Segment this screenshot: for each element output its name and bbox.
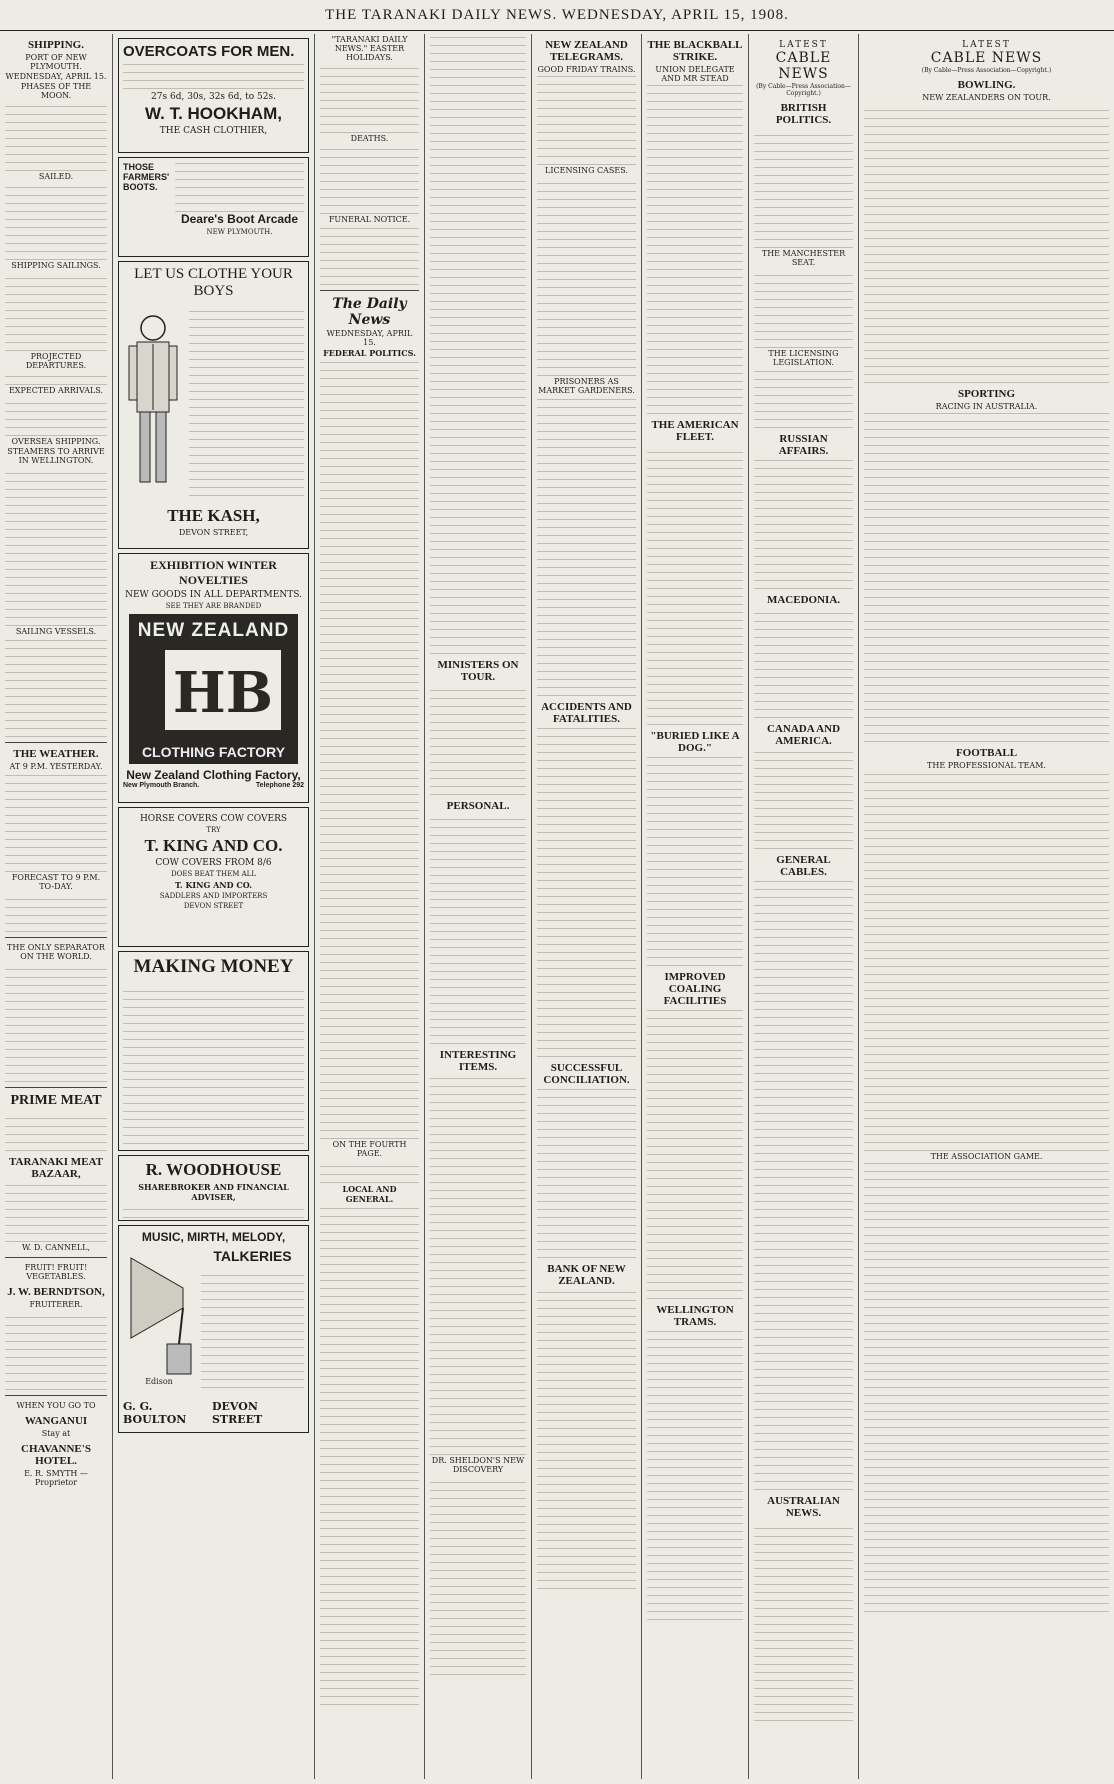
coaling-text	[647, 1009, 743, 1299]
wanganui-label: WANGANUI	[24, 1415, 88, 1427]
sailing-vessels-list	[5, 637, 107, 737]
accidents-text	[537, 727, 636, 1057]
making-money-advert	[118, 951, 309, 1151]
separator-heading: THE ONLY SEPARATOR ON THE WORLD.	[7, 943, 105, 961]
forecast-text	[5, 892, 107, 932]
column-cable-news-1	[749, 34, 858, 1779]
bowling-heading: BOWLING.	[957, 79, 1016, 91]
divider	[5, 1087, 107, 1088]
saddlers-line: SADDLERS AND IMPORTERS	[159, 892, 268, 900]
clothe-boys-text	[189, 306, 304, 496]
licensing-heading: LICENSING CASES.	[545, 166, 628, 175]
hotel-when: WHEN YOU GO TO	[16, 1401, 96, 1410]
column-notices	[315, 34, 424, 1779]
hookham-name: W. T. HOOKHAM,	[145, 104, 282, 123]
woodhouse-advert	[118, 1155, 309, 1221]
deaths-heading: DEATHS.	[350, 134, 389, 143]
bank-heading: BANK OF NEW ZEALAND.	[547, 1263, 626, 1287]
deare-text	[175, 162, 304, 212]
interesting-heading: INTERESTING ITEMS.	[439, 1049, 517, 1073]
overcoats-advert	[118, 38, 309, 153]
cow-covers-price: COW COVERS FROM 8/6	[155, 858, 272, 868]
macedonia-heading: MACEDONIA.	[766, 594, 841, 606]
coaling-heading: IMPROVED COALING FACILITIES	[663, 971, 727, 1007]
divider	[320, 290, 419, 291]
arrivals-heading: EXPECTED ARRIVALS.	[8, 386, 104, 395]
brand-nz-label: NEW ZEALAND	[137, 620, 290, 641]
sailings-heading: SHIPPING SAILINGS.	[11, 261, 101, 270]
british-politics-heading: BRITISH POLITICS.	[775, 102, 832, 126]
fruiterer-text	[5, 1310, 107, 1390]
prisoners-heading: PRISONERS AS MARKET GARDENERS.	[538, 377, 635, 395]
wellington-trams-text	[647, 1330, 743, 1620]
canada-text	[754, 749, 853, 849]
departures-heading: PROJECTED DEPARTURES.	[25, 352, 87, 370]
sheldon-text	[430, 1475, 526, 1675]
daily-news-logo: The Daily News	[332, 296, 407, 328]
prisoners-text	[537, 396, 636, 696]
column-local	[425, 34, 531, 1779]
nz-on-tour-heading: NEW ZEALANDERS ON TOUR.	[922, 93, 1051, 102]
clothe-boys-title: LET US CLOTHE YOUR BOYS	[134, 266, 293, 299]
weather-report	[5, 772, 107, 872]
association-text	[864, 1162, 1109, 1612]
fourth-page-text	[320, 1159, 419, 1183]
accidents-heading: ACCIDENTS AND FATALITIES.	[541, 701, 632, 725]
professional-team-text	[864, 771, 1109, 1151]
factory-brand-block	[129, 614, 298, 764]
talkeries-advert	[118, 1225, 309, 1433]
date-line: WEDNESDAY, APRIL 15.	[5, 72, 107, 81]
column-cable-news-2	[859, 34, 1114, 1779]
divider	[5, 937, 107, 938]
personal-text	[430, 814, 526, 1044]
prime-meat-heading: PRIME MEAT	[10, 1093, 102, 1108]
sheldon-heading: DR. SHELDON'S NEW DISCOVERY	[431, 1456, 525, 1474]
blackball-text	[647, 84, 743, 414]
conciliation-text	[537, 1088, 636, 1258]
russian-affairs-text	[754, 459, 853, 589]
latest-label: LATEST	[779, 40, 828, 50]
australian-news-text	[754, 1521, 853, 1721]
racing-heading: RACING IN AUSTRALIA.	[935, 402, 1038, 411]
svg-text:HB: HB	[172, 660, 274, 726]
column-nz-telegrams	[532, 34, 641, 1779]
overcoats-prices: 27s 6d, 30s, 32s 6d, to 52s.	[151, 92, 276, 102]
hookham-subtitle: THE CASH CLOTHIER,	[159, 126, 268, 136]
king-name: T. KING AND CO.	[144, 836, 283, 855]
logo-date: WEDNESDAY, APRIL 15.	[326, 329, 413, 347]
boulton-name: G. G. BOULTON	[123, 1400, 187, 1426]
ministers-text	[430, 685, 526, 795]
steamers-list	[5, 466, 107, 626]
talkeries-title: TALKERIES	[213, 1248, 292, 1264]
horse-covers-advert	[118, 807, 309, 947]
hotel-name: CHAVANNE'S HOTEL.	[21, 1443, 91, 1467]
masthead: THE TARANAKI DAILY NEWS. WEDNESDAY, APRIL 15, 1908.	[0, 0, 1114, 31]
meat-bazaar-text	[5, 1182, 107, 1242]
clothe-boys-advert	[118, 261, 309, 549]
funeral-heading: FUNERAL NOTICE.	[328, 215, 411, 224]
deare-name: Deare's Boot Arcade	[180, 212, 299, 226]
racing-text	[864, 412, 1109, 742]
licensing-legislation-heading: THE LICENSING LEGISLATION.	[768, 349, 839, 367]
hb-monogram-icon	[135, 646, 311, 734]
australian-news-heading: AUSTRALIAN NEWS.	[767, 1495, 840, 1519]
personal-heading: PERSONAL.	[446, 800, 510, 812]
kash-name: THE KASH,	[167, 506, 260, 525]
general-cables-text	[754, 880, 853, 1490]
sharebroker-line: SHAREBROKER AND FINANCIAL ADVISER,	[138, 1182, 289, 1202]
football-heading: FOOTBALL	[955, 747, 1018, 759]
sailed-list	[5, 182, 107, 260]
column-shipping	[0, 34, 112, 1779]
king-name-small: T. KING AND CO.	[174, 880, 252, 890]
holiday-notice-heading: "TARANAKI DAILY NEWS." EASTER HOLIDAYS.	[331, 35, 408, 62]
try-label: TRY	[206, 826, 221, 834]
macedonia-text	[754, 608, 853, 718]
association-heading: THE ASSOCIATION GAME.	[930, 1152, 1043, 1161]
latest-label-2: LATEST	[962, 40, 1011, 50]
british-politics-text	[754, 128, 853, 248]
russian-affairs-heading: RUSSIAN AFFAIRS.	[778, 433, 829, 457]
talkeries-text	[201, 1268, 304, 1388]
kash-street: DEVON STREET,	[178, 528, 249, 537]
bank-text	[537, 1289, 636, 1589]
canada-heading: CANADA AND AMERICA.	[766, 723, 841, 747]
weather-heading: THE WEATHER.	[13, 748, 99, 760]
good-friday-text	[537, 75, 636, 165]
holiday-notice-text	[320, 63, 419, 133]
woodhouse-text	[123, 1204, 304, 1218]
federal-politics-text	[320, 359, 419, 1139]
new-goods-line: NEW GOODS IN ALL DEPARTMENTS.	[125, 590, 302, 600]
fruit-heading: FRUIT! FRUIT! VEGETABLES.	[24, 1263, 88, 1281]
forecast-heading: FORECAST TO 9 P.M. TO-DAY.	[11, 873, 101, 891]
making-money-text	[123, 984, 304, 1144]
professional-team-heading: THE PROFESSIONAL TEAM.	[927, 761, 1046, 770]
cable-byline-2: (By Cable—Press Association—Copyright.)	[921, 67, 1052, 74]
sailings-list	[5, 271, 107, 351]
branded-line: SEE THEY ARE BRANDED	[165, 602, 262, 610]
horse-covers-title: HORSE COVERS COW COVERS	[139, 814, 288, 824]
separator-advert	[5, 962, 107, 1082]
exhibition-title: EXHIBITION WINTER NOVELTIES	[150, 558, 277, 587]
buried-heading: "BURIED LIKE A DOG."	[650, 730, 740, 754]
farmers-boots-label: THOSE FARMERS' BOOTS.	[123, 162, 170, 192]
meat-bazaar-heading: TARANAKI MEAT BAZAAR,	[8, 1156, 103, 1180]
meat-advert-text	[5, 1111, 107, 1151]
interesting-text	[430, 1075, 526, 1455]
departures-list	[5, 371, 107, 385]
moon-heading: PHASES OF THE MOON.	[20, 82, 92, 100]
funeral-text	[320, 225, 419, 285]
hotel-proprietor: E. R. SMYTH — Proprietor	[24, 1469, 88, 1487]
ministers-heading: MINISTERS ON TOUR.	[437, 659, 519, 683]
divider	[5, 742, 107, 743]
conciliation-heading: SUCCESSFUL CONCILIATION.	[543, 1062, 630, 1086]
clothing-factory-advert	[118, 553, 309, 803]
good-friday-heading: GOOD FRIDAY TRAINS.	[537, 65, 636, 74]
deare-advert	[118, 157, 309, 257]
devon-street-line: DEVON STREET	[183, 902, 244, 910]
nz-telegrams-heading: NEW ZEALAND TELEGRAMS.	[545, 39, 628, 63]
column-adverts	[113, 34, 314, 1779]
federal-politics-heading: FEDERAL POLITICS.	[323, 348, 416, 358]
shipping-heading: SHIPPING.	[28, 39, 84, 51]
general-cables-heading: GENERAL CABLES.	[776, 854, 831, 878]
factory-branch: New Plymouth Branch.	[123, 782, 200, 789]
divider	[5, 1257, 107, 1258]
licensing-legislation-text	[754, 368, 853, 428]
manchester-heading: THE MANCHESTER SEAT.	[761, 249, 846, 267]
union-delegate-heading: UNION DELEGATE AND MR STEAD	[655, 65, 735, 83]
american-fleet-text	[647, 445, 743, 725]
brand-factory-label: CLOTHING FACTORY	[141, 744, 286, 760]
sailing-vessels-heading: SAILING VESSELS.	[15, 627, 97, 636]
factory-telephone: Telephone 292	[255, 782, 304, 789]
port-heading: PORT OF NEW PLYMOUTH.	[25, 53, 87, 71]
fourth-page-heading: ON THE FOURTH PAGE.	[332, 1140, 407, 1158]
local-continued-text	[430, 34, 526, 654]
deare-subtitle: NEW PLYMOUTH.	[206, 228, 273, 236]
overcoats-text	[123, 63, 304, 89]
stay-at-label: Stay at	[41, 1429, 71, 1438]
deaths-text	[320, 144, 419, 214]
local-general-heading: LOCAL AND GENERAL.	[342, 1184, 397, 1204]
bowling-text	[864, 103, 1109, 383]
steamers-heading: STEAMERS TO ARRIVE IN WELLINGTON.	[7, 447, 105, 465]
buried-text	[647, 756, 743, 966]
berndtson-name: J. W. BERNDTSON,	[7, 1286, 105, 1298]
tide-table	[5, 101, 107, 171]
licensing-text	[537, 176, 636, 376]
weather-subheading: AT 9 P.M. YESTERDAY.	[9, 762, 103, 771]
gramophone-illustration	[123, 1248, 195, 1388]
making-money-title: MAKING MONEY	[133, 956, 294, 977]
manchester-text	[754, 268, 853, 348]
divider	[5, 1395, 107, 1396]
american-fleet-heading: THE AMERICAN FLEET.	[651, 419, 739, 443]
music-mirth-title: MUSIC, MIRTH, MELODY,	[141, 1230, 286, 1244]
sailed-heading: SAILED.	[38, 172, 74, 181]
arrivals-list	[5, 396, 107, 436]
svg-text:Edison: Edison	[145, 1377, 173, 1386]
wellington-trams-heading: WELLINGTON TRAMS.	[656, 1304, 734, 1328]
manager-name: W. D. CANNELL,	[21, 1243, 91, 1252]
overseas-heading: OVERSEA SHIPPING.	[11, 437, 101, 446]
boulton-street: DEVON STREET	[211, 1400, 263, 1426]
blackball-heading: THE BLACKBALL STRIKE.	[647, 39, 743, 63]
boy-figure-illustration	[123, 306, 183, 496]
beat-them-line: DOES BEAT THEM ALL	[171, 870, 256, 878]
column-blackball	[642, 34, 748, 1779]
cable-news-title: CABLE NEWS	[775, 50, 832, 82]
fruiterer-label: FRUITERER.	[29, 1300, 83, 1309]
cable-byline: (By Cable—Press Association—Copyright.)	[756, 83, 851, 97]
woodhouse-name: R. WOODHOUSE	[145, 1160, 282, 1179]
cable-news-title-2: CABLE NEWS	[930, 50, 1043, 66]
overcoats-title: OVERCOATS FOR MEN.	[123, 43, 295, 60]
local-general-text	[320, 1205, 419, 1705]
sporting-heading: SPORTING	[957, 388, 1016, 400]
factory-name: New Zealand Clothing Factory,	[126, 768, 301, 782]
